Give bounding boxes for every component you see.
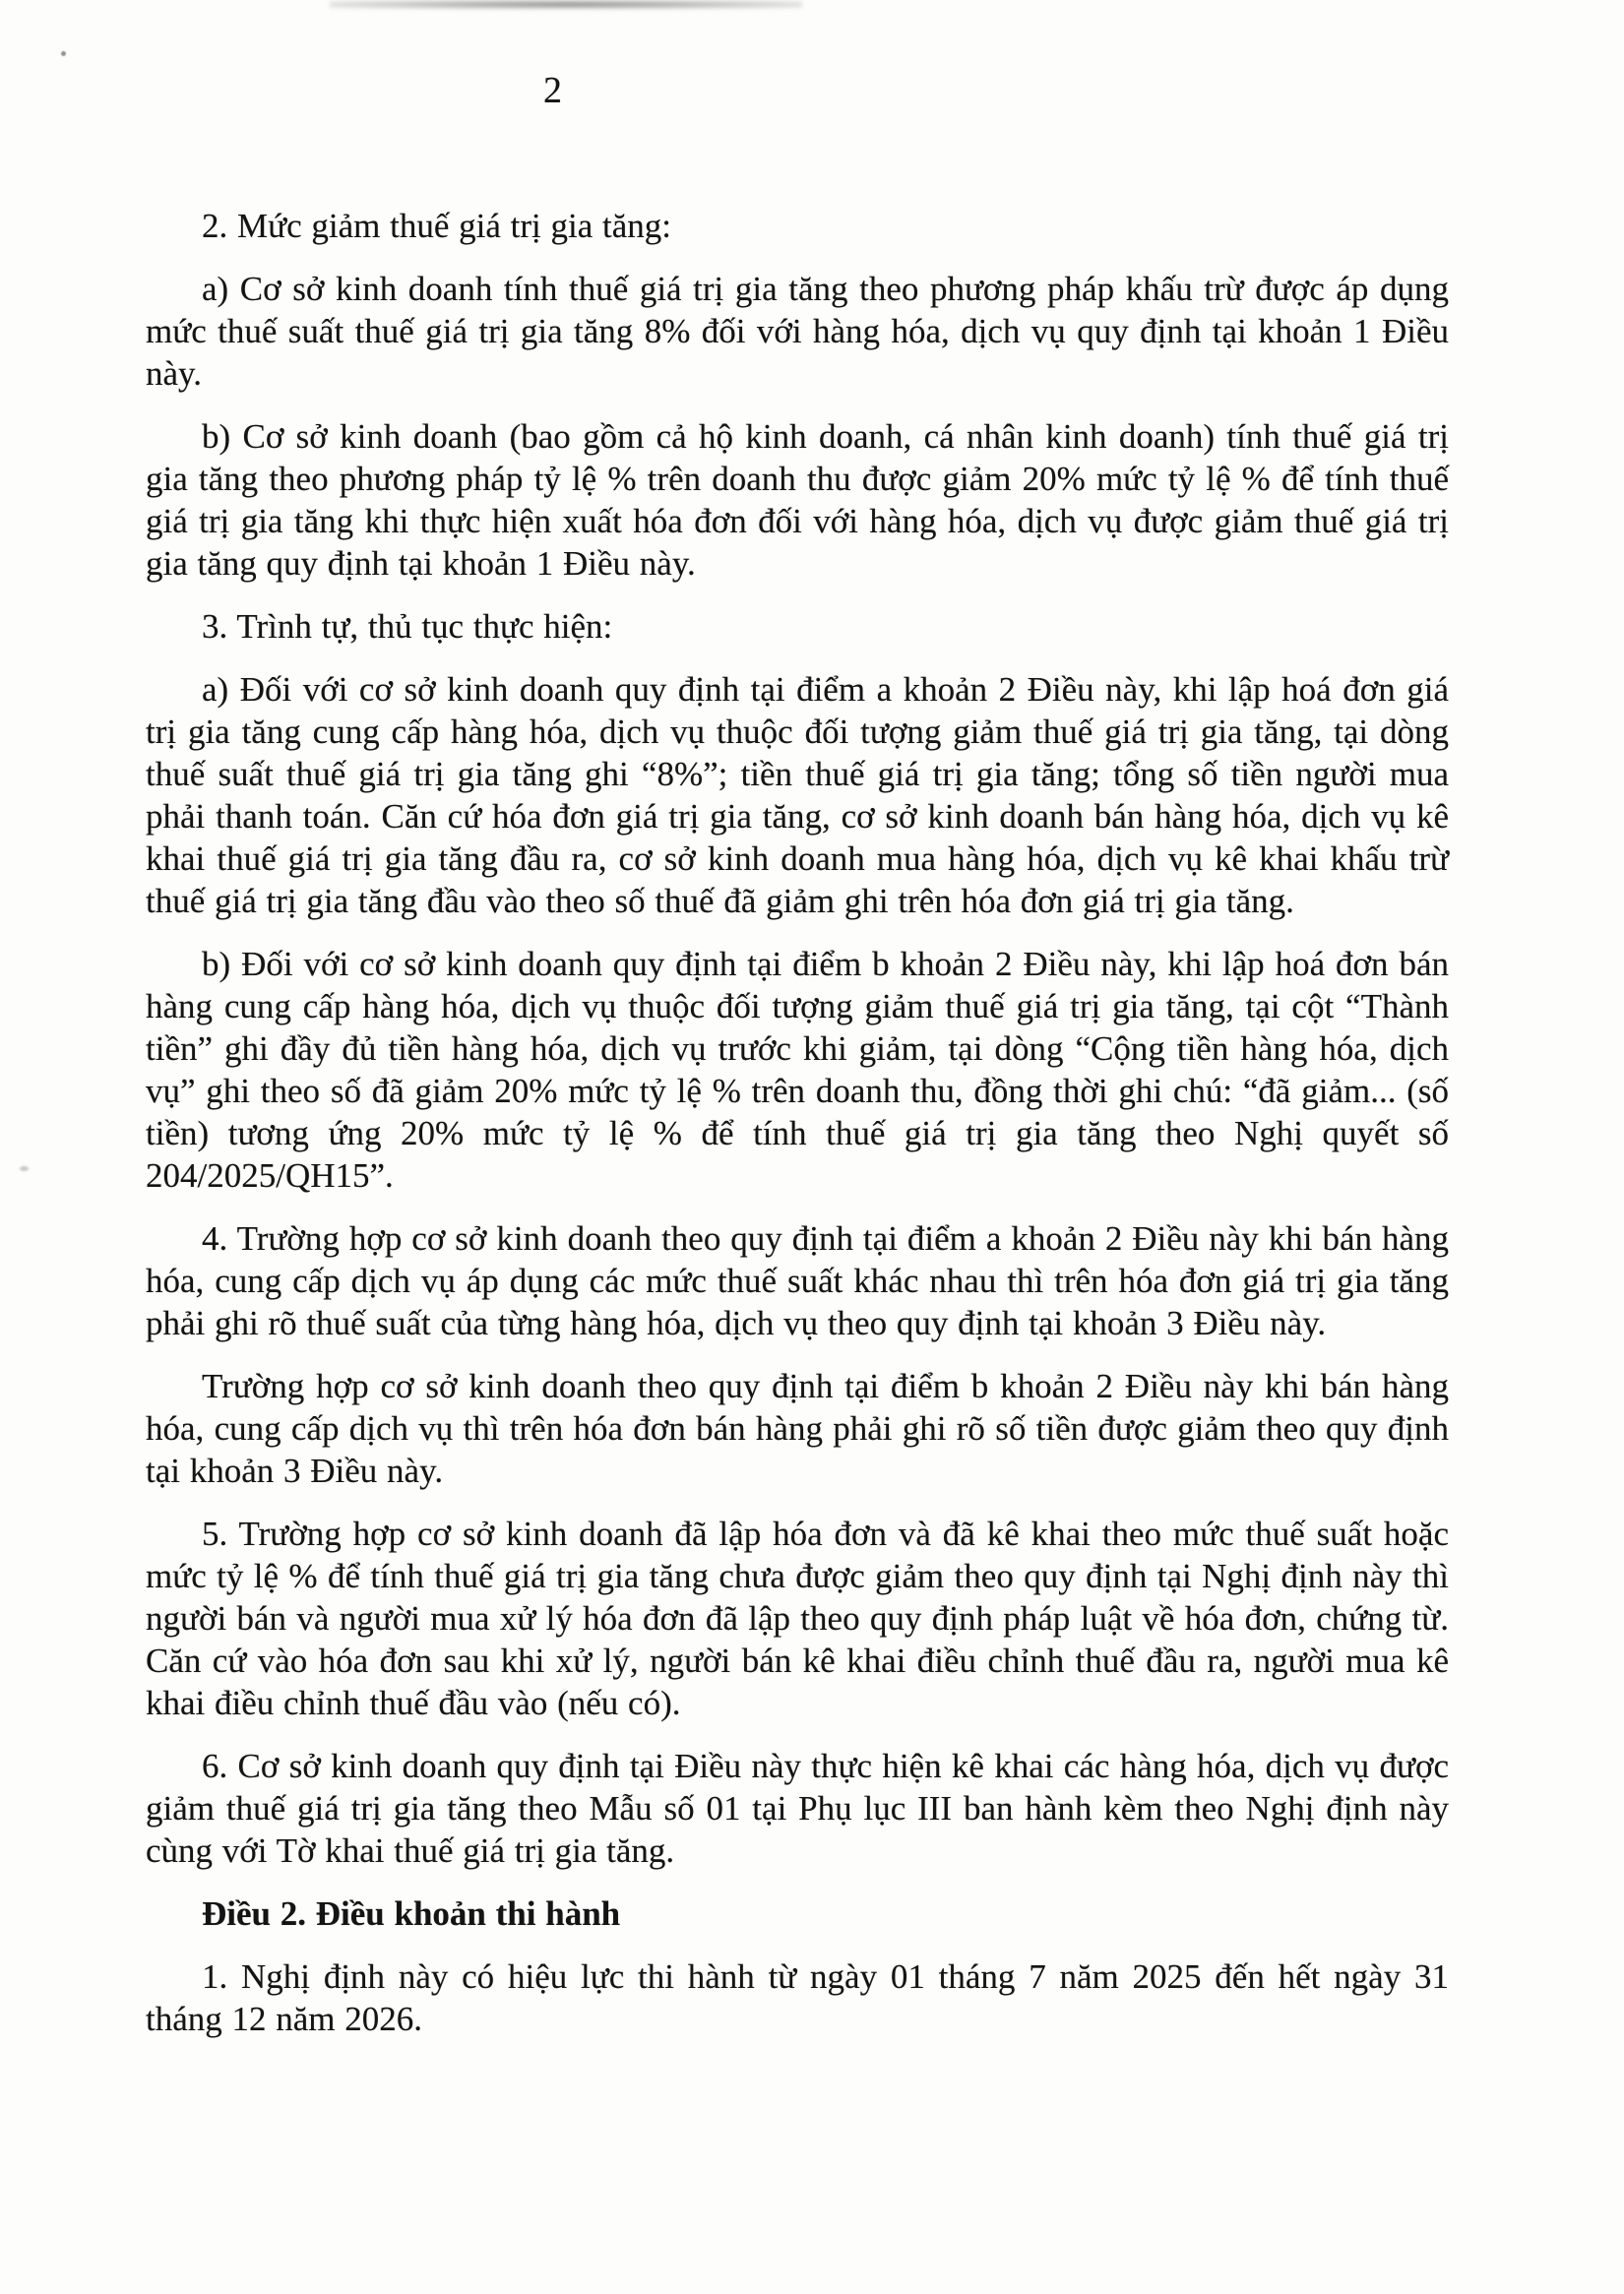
heading-dieu-2: Điều 2. Điều khoản thi hành [202, 1894, 621, 1933]
paragraph-heading-trinh-tu-thu-tuc: 3. Trình tự, thủ tục thực hiện: [202, 607, 613, 646]
paragraph-point-a-khoan-2: a) Cơ sở kinh doanh tính thuế giá trị gia tăng theo phương pháp khấu trừ được áp dụng mức thuế suất thuế giá trị gia tăng 8% đối với hàng hóa, dịch vụ quy định tại khoản 1 Điều này. [146, 270, 1449, 393]
paragraph-dieu-2-khoan-1: 1. Nghị định này có hiệu lực thi hành từ ngày 01 tháng 7 năm 2025 đến hết ngày 31 tháng 12 năm 2026. [146, 1957, 1449, 2038]
paragraph-point-b-khoan-2: b) Cơ sở kinh doanh (bao gồm cả hộ kinh doanh, cá nhân kinh doanh) tính thuế giá trị gia tăng theo phương pháp tỷ lệ % trên doanh thu được giảm 20% mức tỷ lệ % để tính thuế giá trị gia tăng khi thực hiện xuất hóa đơn đối với hàng hóa, dịch vụ được giảm thuế giá trị gia tăng quy định tại khoản 1 Điều này. [146, 417, 1449, 583]
paragraph-point-b-khoan-3: b) Đối với cơ sở kinh doanh quy định tại điểm b khoản 2 Điều này, khi lập hoá đơn bán hàng cung cấp hàng hóa, dịch vụ thuộc đối tượng giảm thuế giá trị gia tăng, tại cột “Thành tiền” ghi đầy đủ tiền hàng hóa, dịch vụ trước khi giảm, tại dòng “Cộng tiền hàng hóa, dịch vụ” ghi theo số đã giảm 20% mức tỷ lệ % trên doanh thu, đồng thời ghi chú: “đã giảm... (số tiền) tương ứng 20% mức tỷ lệ % để tính thuế giá trị gia tăng theo Nghị quyết số 204/2025/QH15”. [146, 945, 1449, 1195]
paragraph-khoan-6: 6. Cơ sở kinh doanh quy định tại Điều này thực hiện kê khai các hàng hóa, dịch vụ được giảm thuế giá trị gia tăng theo Mẫu số 01 tại Phụ lục III ban hành kèm theo Nghị định này cùng với Tờ khai thuế giá trị gia tăng. [146, 1747, 1449, 1870]
paragraph-heading-muc-giam-thue: 2. Mức giảm thuế giá trị gia tăng: [202, 207, 671, 245]
paragraph-khoan-5: 5. Trường hợp cơ sở kinh doanh đã lập hóa đơn và đã kê khai theo mức thuế suất hoặc mức tỷ lệ % để tính thuế giá trị gia tăng chưa được giảm theo quy định tại Nghị định này thì người bán và người mua xử lý hóa đơn đã lập theo quy định pháp luật về hóa đơn, chứng từ. Căn cứ vào hóa đơn sau khi xử lý, người bán kê khai điều chỉnh thuế đầu ra, người mua kê khai điều chỉnh thuế đầu vào (nếu có). [146, 1515, 1449, 1722]
paragraph-point-a-khoan-3: a) Đối với cơ sở kinh doanh quy định tại điểm a khoản 2 Điều này, khi lập hoá đơn giá trị gia tăng cung cấp hàng hóa, dịch vụ thuộc đối tượng giảm thuế giá trị gia tăng, tại dòng thuế suất thuế giá trị gia tăng ghi “8%”; tiền thuế giá trị gia tăng; tổng số tiền người mua phải thanh toán. Căn cứ hóa đơn giá trị gia tăng, cơ sở kinh doanh bán hàng hóa, dịch vụ kê khai thuế giá trị gia tăng đầu ra, cơ sở kinh doanh mua hàng hóa, dịch vụ kê khai khấu trừ thuế giá trị gia tăng đầu vào theo số thuế đã giảm ghi trên hóa đơn giá trị gia tăng. [146, 670, 1449, 920]
paragraph-khoan-4-truong-hop-b: Trường hợp cơ sở kinh doanh theo quy định tại điểm b khoản 2 Điều này khi bán hàng hóa, cung cấp dịch vụ thì trên hóa đơn bán hàng phải ghi rõ số tiền được giảm theo quy định tại khoản 3 Điều này. [146, 1367, 1449, 1490]
page-number: 2 [543, 70, 563, 111]
paragraph-khoan-4: 4. Trường hợp cơ sở kinh doanh theo quy định tại điểm a khoản 2 Điều này khi bán hàng hóa, cung cấp dịch vụ áp dụng các mức thuế suất khác nhau thì trên hóa đơn giá trị gia tăng phải ghi rõ thuế suất của từng hàng hóa, dịch vụ theo quy định tại khoản 3 Điều này. [146, 1219, 1449, 1342]
